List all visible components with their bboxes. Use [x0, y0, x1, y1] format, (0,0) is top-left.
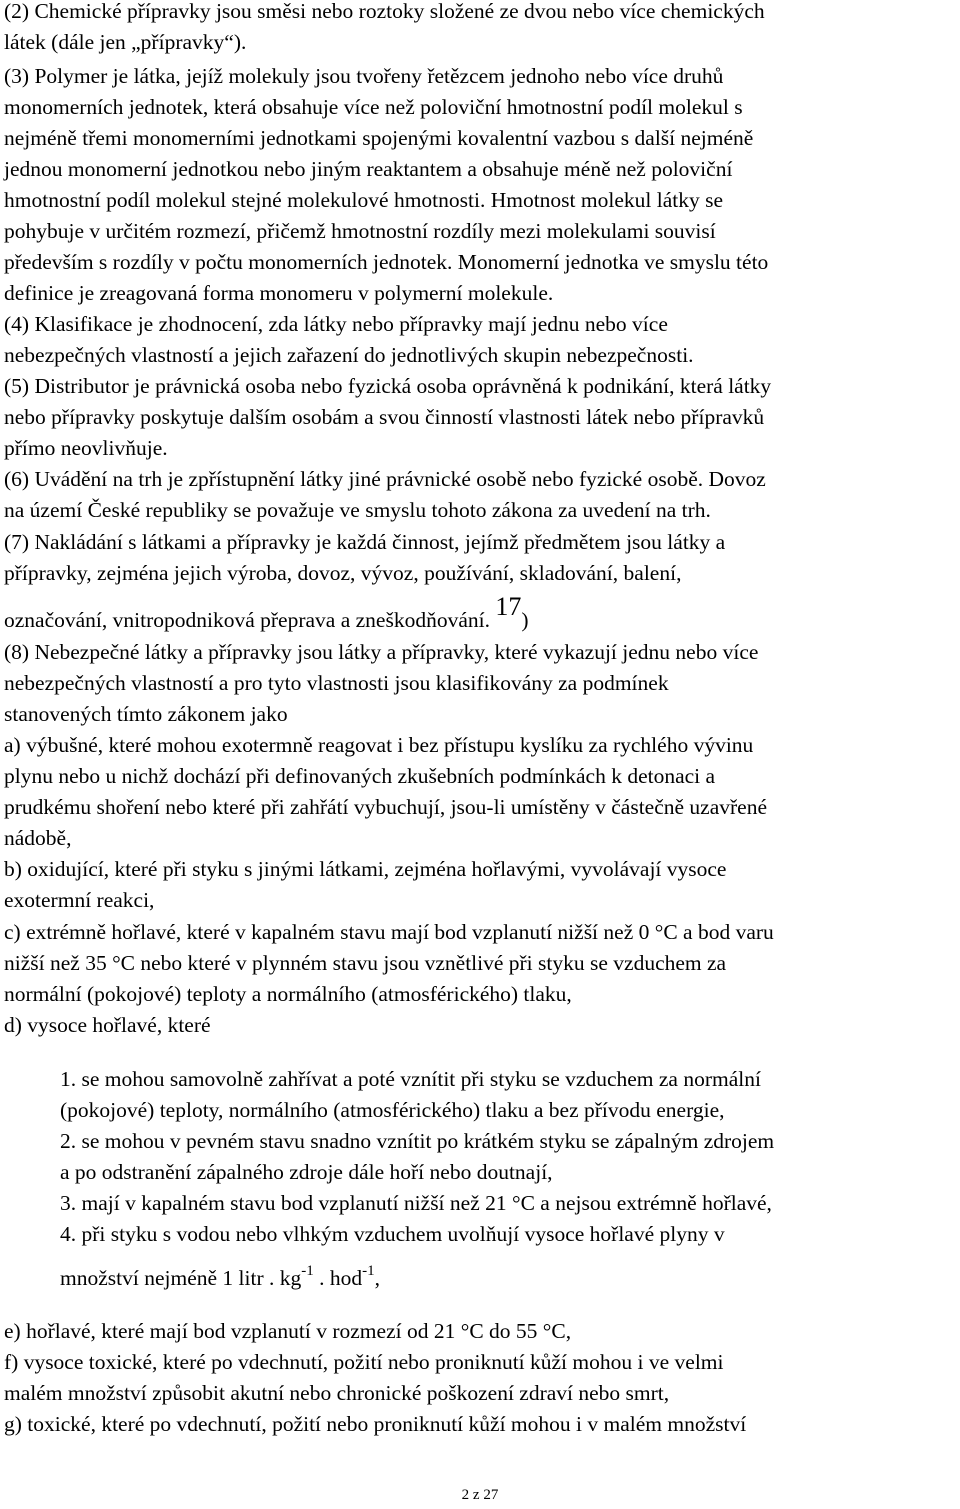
exponent: -1 — [301, 1263, 314, 1279]
text-line: normální (pokojové) teploty a normálního (atmosférického) tlaku, — [4, 982, 572, 1006]
text-line: (7) Nakládání s látkami a přípravky je každá činnost, jejímž předmětem jsou látky a — [4, 530, 726, 554]
sublist-item: 1. se mohou samovolně zahřívat a poté vznítit při styku se vzduchem za normální — [60, 1067, 761, 1091]
page-number: 2 z 27 — [461, 1487, 499, 1503]
text-line: g) toxické, které po vdechnutí, požití nebo proniknutí kůží mohou i v malém množství — [4, 1412, 747, 1436]
sublist-item: 3. mají v kapalném stavu bod vzplanutí nižší než 21 °C a nejsou extrémně hořlavé, — [60, 1191, 772, 1215]
footnote-paren: ) — [521, 608, 529, 632]
text-line: definice je zreagovaná forma monomeru v polymerní molekule. — [4, 281, 554, 305]
text-line: d) vysoce hořlavé, které — [4, 1013, 211, 1037]
text-line: především s rozdíly v počtu monomerních jednotek. Monomerní jednotka ve smyslu této — [4, 250, 769, 274]
sublist-item — [60, 1263, 380, 1293]
text-line: nižší než 35 °C nebo které v plynném stavu jsou vznětlivé při styku se vzduchem za — [4, 951, 727, 975]
text-line: (3) Polymer je látka, jejíž molekuly jsou tvořeny řetězcem jednoho nebo více druhů — [4, 64, 724, 88]
text-line: nebezpečných vlastností a pro tyto vlastnosti jsou klasifikovány za podmínek — [4, 671, 669, 695]
line-text: označování, vnitropodniková přeprava a zneškodňování. — [4, 608, 490, 632]
sublist-item: (pokojové) teploty, normálního (atmosférického) tlaku a bez přívodu energie, — [60, 1098, 725, 1122]
text-line: přímo neovlivňuje. — [4, 436, 168, 460]
text-line: nebezpečných vlastností a jejich zařazení do jednotlivých skupin nebezpečnosti. — [4, 343, 694, 367]
text-line: na území České republiky se považuje ve smyslu tohoto zákona za uvedení na trh. — [4, 498, 711, 522]
text-line: prudkému shoření nebo které při zahřátí vybuchují, jsou-li umístěny v částečně uzavřené — [4, 795, 767, 819]
text-line: hmotnostní podíl molekul stejné molekulové hmotnosti. Hmotnost molekul látky se — [4, 188, 724, 212]
text-line: nádobě, — [4, 826, 72, 850]
text-line: nejméně třemi monomerními jednotkami spojenými kovalentní vazbou s další nejméně — [4, 126, 754, 150]
text-line: malém množství způsobit akutní nebo chronické poškození zdraví nebo smrt, — [4, 1381, 670, 1405]
text-line: (5) Distributor je právnická osoba nebo fyzická osoba oprávněná k podnikání, která látky — [4, 374, 772, 398]
text-line: přípravky, zejména jejich výroba, dovoz, vývoz, používání, skladování, balení, — [4, 561, 682, 585]
text-line: c) extrémně hořlavé, které v kapalném stavu mají bod vzplanutí nižší než 0 °C a bod varu — [4, 920, 774, 944]
text-line: monomerních jednotek, která obsahuje více než poloviční hmotnostní podíl molekul s — [4, 95, 743, 119]
sublist-item: 4. při styku s vodou nebo vlhkým vzduchem uvolňují vysoce hořlavé plyny v — [60, 1222, 725, 1246]
unit-text: , — [374, 1266, 380, 1290]
text-line: pohybuje v určitém rozmezí, přičemž hmotnostní rozdíly mezi molekulami souvisí — [4, 219, 716, 243]
text-line: (8) Nebezpečné látky a přípravky jsou látky a přípravky, které vykazují jednu nebo více — [4, 640, 759, 664]
text-line: (6) Uvádění na trh je zpřístupnění látky jiné právnické osobě nebo fyzické osobě. Dovoz — [4, 467, 766, 491]
text-line: b) oxidující, které při styku s jinými látkami, zejména hořlavými, vyvolávají vysoce — [4, 857, 727, 881]
text-line: stanovených tímto zákonem jako — [4, 702, 288, 726]
exponent: -1 — [362, 1263, 375, 1279]
sublist-item: 2. se mohou v pevném stavu snadno vznítit po krátkém styku se zápalným zdrojem — [60, 1129, 775, 1153]
text-line: (4) Klasifikace je zhodnocení, zda látky nebo přípravky mají jednu nebo více — [4, 312, 668, 336]
text-line: f) vysoce toxické, které po vdechnutí, požití nebo proniknutí kůží mohou i ve velmi — [4, 1350, 724, 1374]
text-line: jednou monomerní jednotkou nebo jiným reaktantem a obsahuje méně než poloviční — [4, 157, 733, 181]
text-line — [4, 592, 529, 634]
text-line: (2) Chemické přípravky jsou směsi nebo roztoky složené ze dvou nebo více chemických — [4, 0, 765, 23]
text-line: exotermní reakci, — [4, 888, 155, 912]
unit-text: . hod — [319, 1266, 363, 1290]
unit-text: množství nejméně 1 litr . kg — [60, 1266, 302, 1290]
sublist-item: a po odstranění zápalného zdroje dále hoří nebo doutnají, — [60, 1160, 553, 1184]
text-line: nebo přípravky poskytuje dalším osobám a svou činností vlastnosti látek nebo přípravků — [4, 405, 765, 429]
text-line: plynu nebo u nichž dochází při definovaných zkušebních podmínkách k detonaci a — [4, 764, 716, 788]
text-line: e) hořlavé, které mají bod vzplanutí v rozmezí od 21 °C do 55 °C, — [4, 1319, 572, 1343]
footnote-reference: 17 — [495, 592, 522, 621]
text-line: a) výbušné, které mohou exotermně reagovat i bez přístupu kyslíku za rychlého vývinu — [4, 733, 754, 757]
text-line: látek (dále jen „přípravky“). — [4, 30, 247, 54]
